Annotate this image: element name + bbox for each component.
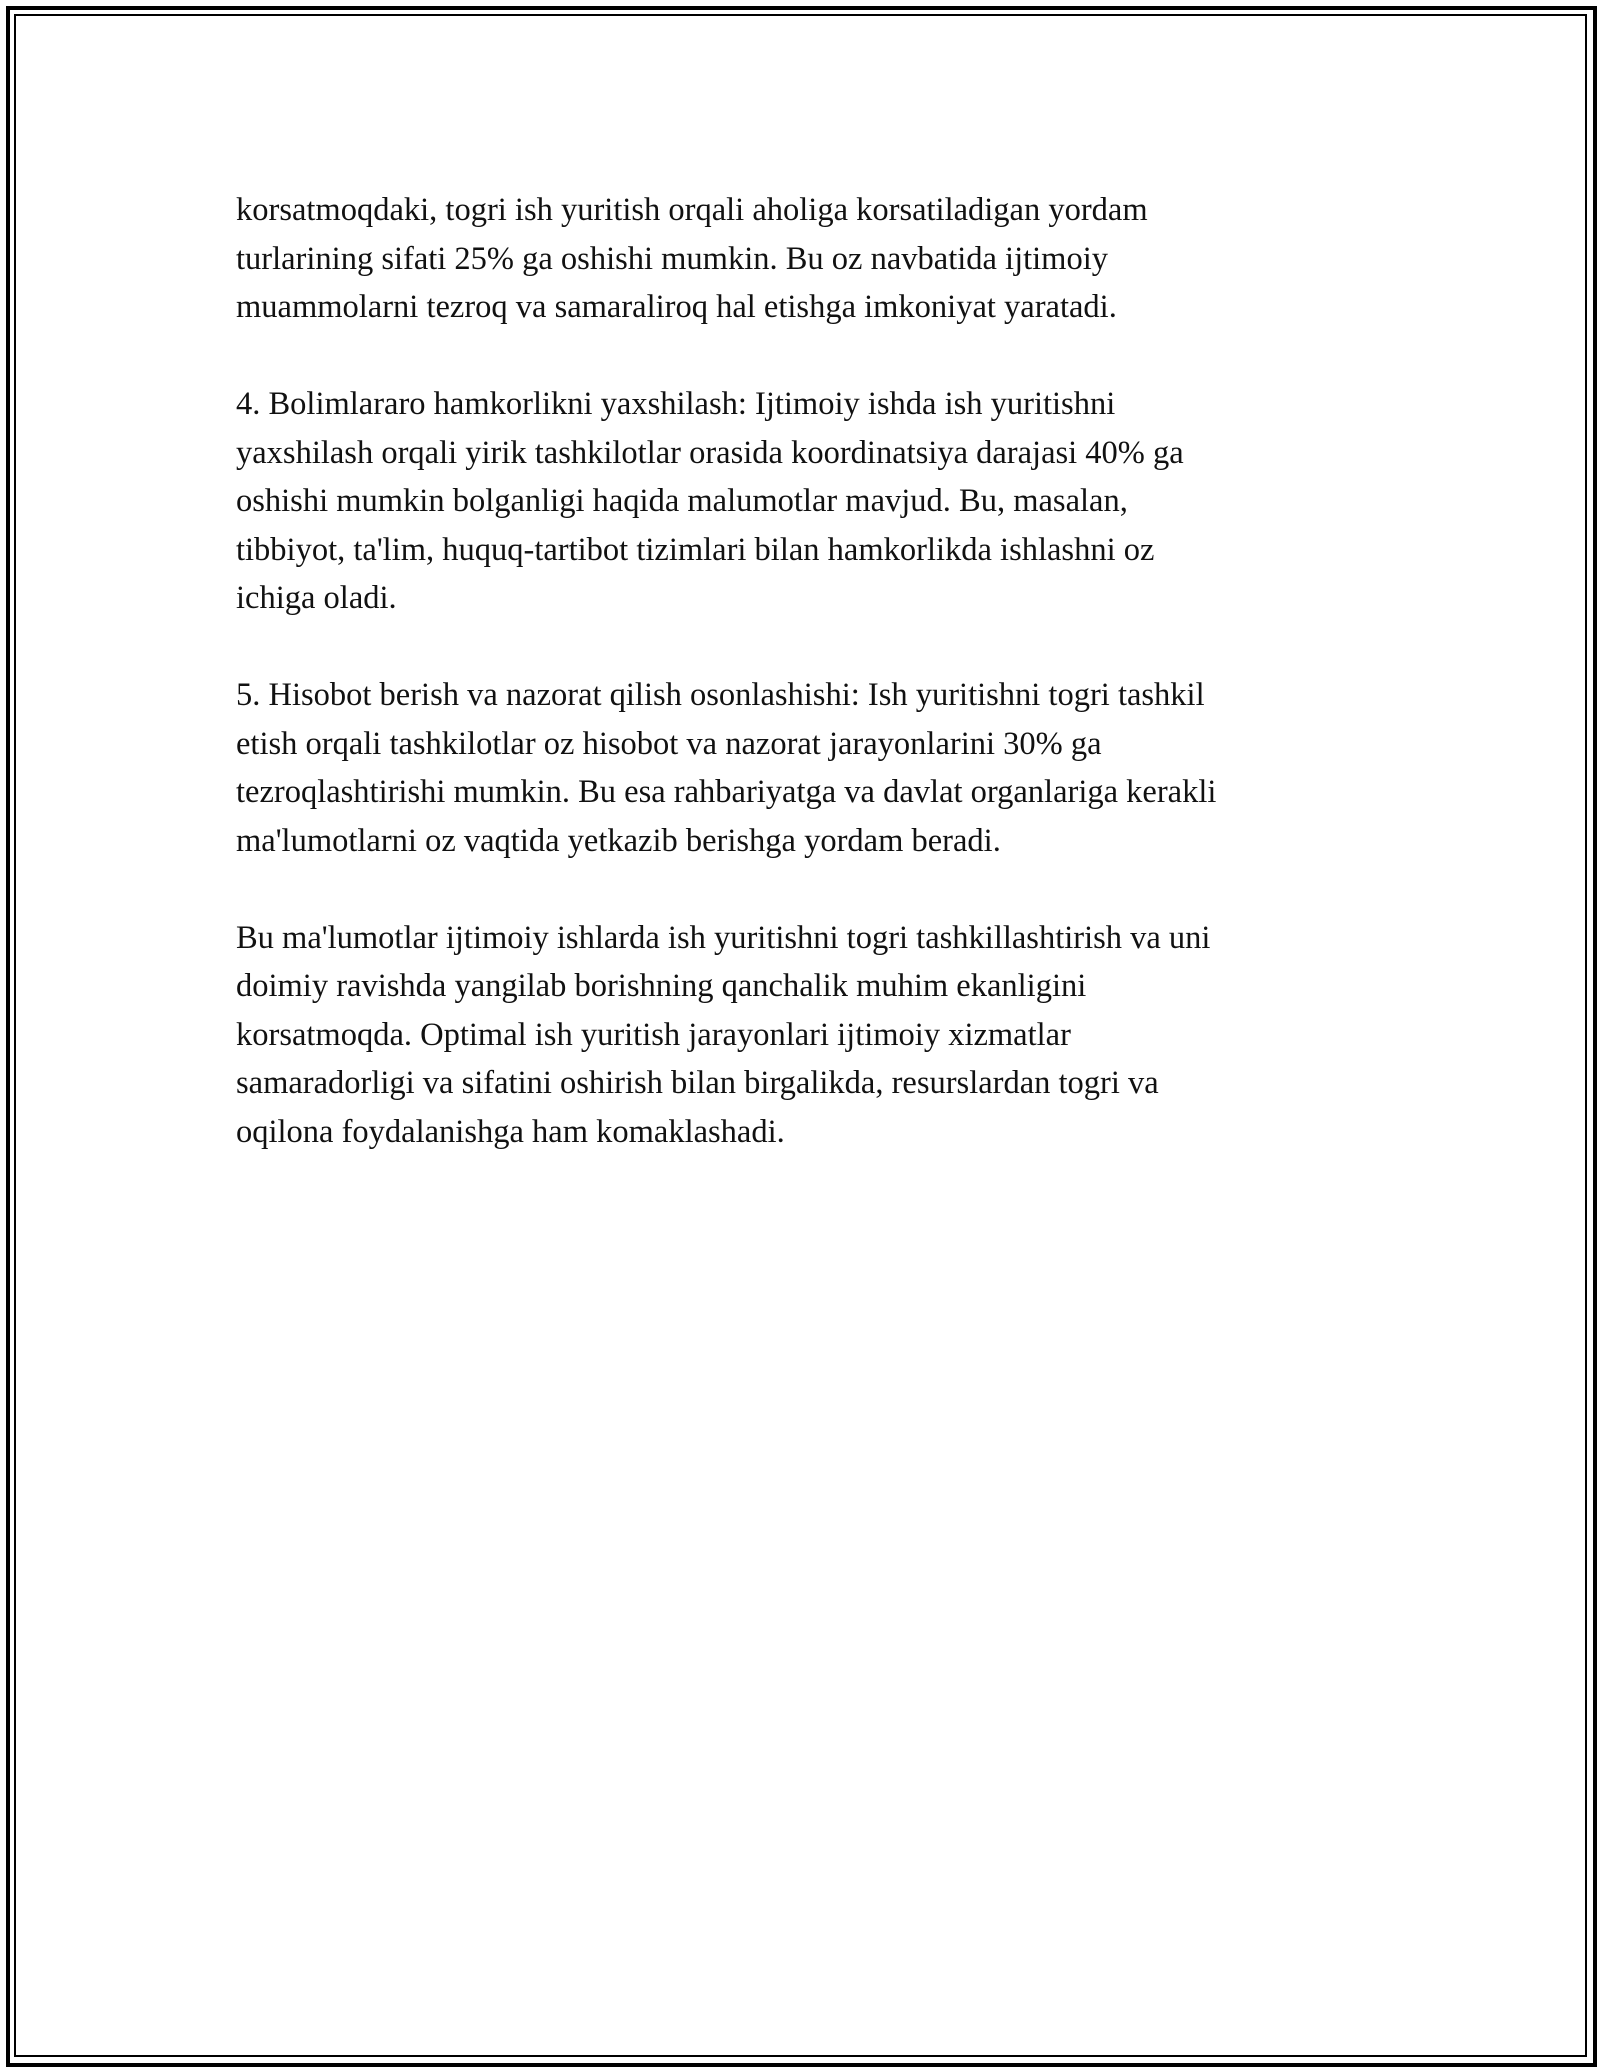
paragraph-point-5: 5. Hisobot berish va nazorat qilish osonlashishi: Ish yuritishni togri tashkil etish orqali tashkilotlar oz hisobot va nazorat jarayonlarini 30% ga tezroqlashtirishi mumkin. Bu esa rahbariyatga va davlat organlariga kerakli ma'lumotlarni oz vaqtida yetkazib berishga yordam beradi.: [236, 677, 1217, 859]
paragraph-intro-continuation: korsatmoqdaki, togri ish yuritish orqali aholiga korsatiladigan yordam turlarining sifati 25% ga oshishi mumkin. Bu oz navbatida ijtimoiy muammolarni tezroq va samaraliroq hal etishga imkoniyat yaratadi.: [236, 192, 1148, 325]
document-body: [236, 186, 1376, 1205]
paragraph-conclusion: Bu ma'lumotlar ijtimoiy ishlarda ish yuritishni togri tashkillashtirish va uni doimiy ravishda yangilab borishning qanchalik muhim ekanligini korsatmoqda. Optimal ish yuritish jarayonlari ijtimoiy xizmatlar samaradorligi va sifatini oshirish bilan birgalikda, resurslardan togri va oqilona foydalanishga ham komaklashadi.: [236, 919, 1211, 1150]
paragraph-point-4: 4. Bolimlararo hamkorlikni yaxshilash: Ijtimoiy ishda ish yuritishni yaxshilash orqali yirik tashkilotlar orasida koordinatsiya darajasi 40% ga oshishi mumkin bolganligi haqida malumotlar mavjud. Bu, masalan, tibbiyot, ta'lim, huquq-tartibot tizimlari bilan hamkorlikda ishlashni oz ichiga oladi.: [236, 386, 1184, 616]
